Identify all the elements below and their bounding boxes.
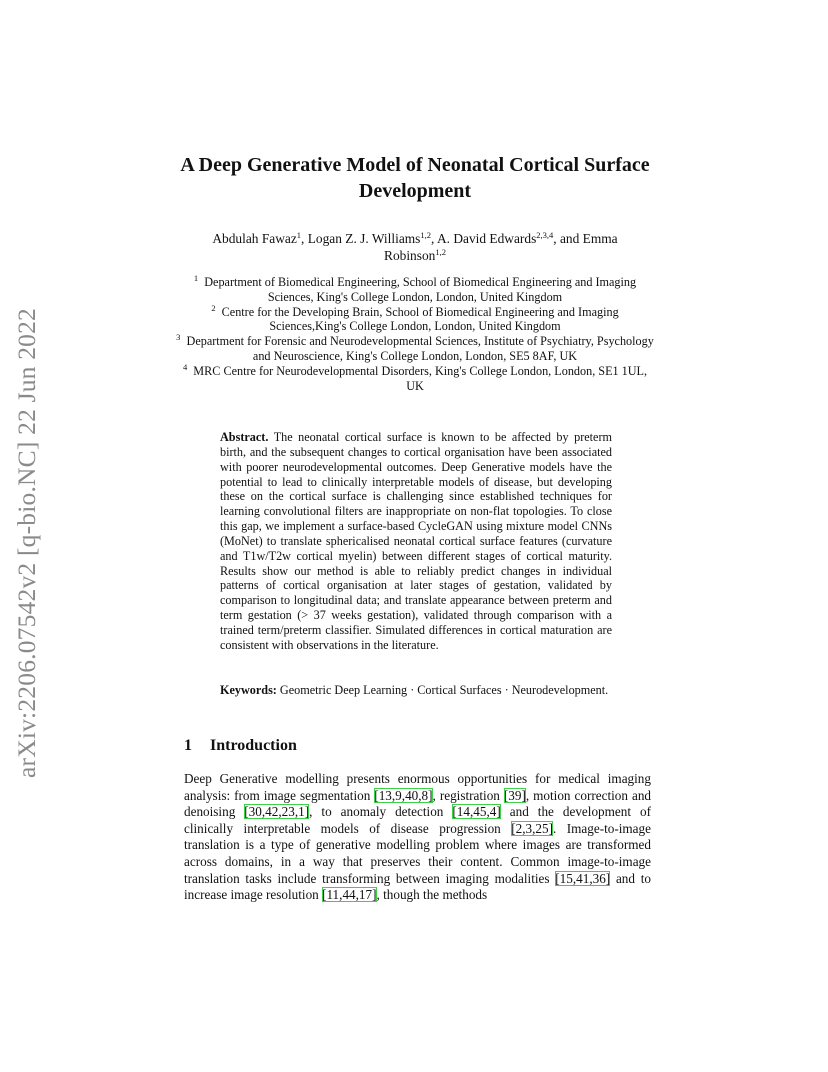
citation-link[interactable]: [11,44,17] xyxy=(322,887,377,903)
abstract-label: Abstract. xyxy=(220,430,269,444)
author-affil-sup: 1,2 xyxy=(435,247,446,257)
abstract xyxy=(220,430,612,653)
author-list xyxy=(180,230,650,264)
affiliation-number: 2 xyxy=(211,302,216,313)
intro-text: , motion correction and denoising xyxy=(184,787,652,820)
paper-title: A Deep Generative Model of Neonatal Cortical Surface Development xyxy=(180,154,650,202)
author-affil-sup: 1 xyxy=(296,230,302,240)
keywords xyxy=(220,683,612,698)
author-name: Emma Robinson xyxy=(384,231,618,263)
author-sep: , xyxy=(301,231,308,246)
affiliation xyxy=(175,334,655,364)
affiliation-text: MRC Centre for Neurodevelopmental Disorders, King's College London, London, SE1 1UL, UK xyxy=(193,363,648,393)
author-sep: , and xyxy=(553,231,583,246)
affiliation xyxy=(175,361,655,394)
author-sep: , xyxy=(431,231,437,246)
intro-text: . Image-to-image translation is a type of generative modelling problem where images are transformed across domains, in a way that preserves their content. Common image-to-image translation tasks include transforming between imaging modalities xyxy=(184,820,651,886)
section-heading xyxy=(184,737,297,755)
author-affil-sup: 1,2 xyxy=(420,230,432,240)
affiliation-number: 3 xyxy=(176,332,181,343)
author-name: A. David Edwards xyxy=(436,231,537,246)
citation-link[interactable]: [14,45,4] xyxy=(452,804,501,820)
affiliation xyxy=(175,275,655,305)
affiliations xyxy=(175,275,655,393)
intro-text: and the development of clinically interpretable models of disease progression xyxy=(184,804,651,836)
introduction-paragraph xyxy=(184,771,651,904)
citation-link[interactable]: [13,9,40,8] xyxy=(374,787,433,803)
author-name: Abdulah Fawaz xyxy=(212,231,297,246)
affiliation-number: 4 xyxy=(182,361,188,372)
author-affil-sup: 2,3,4 xyxy=(536,230,554,240)
intro-text: , though the methods xyxy=(376,887,488,903)
citation-link[interactable]: [2,3,25] xyxy=(511,820,553,836)
author-name: Logan Z. J. Williams xyxy=(307,231,421,246)
intro-text: Deep Generative modelling presents enormous opportunities for medical imaging analysis: from image segmentation xyxy=(184,771,651,803)
keywords-label: Keywords: xyxy=(220,683,277,697)
section-number: 1 xyxy=(184,737,192,754)
citation-link[interactable]: [39] xyxy=(503,787,526,803)
affiliation-text: Centre for the Developing Brain, School of Biomedical Engineering and Imaging Sciences,King's College London, London, United Kingdom xyxy=(221,304,619,334)
citation-link[interactable]: [15,41,36] xyxy=(555,870,611,886)
abstract-text: The neonatal cortical surface is known to be affected by preterm birth, and the subsequent changes to cortical organisation have been associated with poorer neurodevelopmental outcomes. Deep Generative models have the potential to lead to clinically interpretable models of disease, but developing these on the cortical surface is challenging since established techniques for learning convolutional filters are inappropriate on non-flat topologies. To close this gap, we implement a surface-based CycleGAN using mixture model CNNs (MoNet) to translate sphericalised neonatal cortical surface features (curvature and T1w/T2w cortical myelin) between different stages of cortical maturity. Results show our method is able to reliably predict changes in individual patterns of cortical organisation at later stages of gestation, validated by comparison to longitudinal data; and translate appearance between preterm and term gestation (> 37 weeks gestation), validated through comparison with a trained term/preterm classifier. Simulated differences in cortical maturation are consistent with observations in the literature. xyxy=(220,430,612,652)
intro-text: , to anomaly detection xyxy=(309,804,453,820)
arxiv-identifier: arXiv:2206.07542v2 [q-bio.NC] 22 Jun 2022 xyxy=(12,307,41,778)
affiliation-number: 1 xyxy=(193,273,199,283)
citation-link[interactable]: [30,42,23,1] xyxy=(244,804,310,820)
affiliation-text: Department for Forensic and Neurodevelopmental Sciences, Institute of Psychiatry, Psychology and Neuroscience, King's College London, London, SE5 8AF, UK xyxy=(186,334,654,363)
affiliation-text: Department of Biomedical Engineering, School of Biomedical Engineering and Imaging Sciences, King's College London, London, United Kingdom xyxy=(204,275,637,304)
intro-text: , registration xyxy=(432,787,504,803)
keywords-text: Geometric Deep Learning · Cortical Surfaces · Neurodevelopment. xyxy=(279,683,609,697)
intro-text: and to increase image resolution xyxy=(184,870,651,903)
section-title: Introduction xyxy=(210,737,297,754)
affiliation xyxy=(175,302,655,335)
